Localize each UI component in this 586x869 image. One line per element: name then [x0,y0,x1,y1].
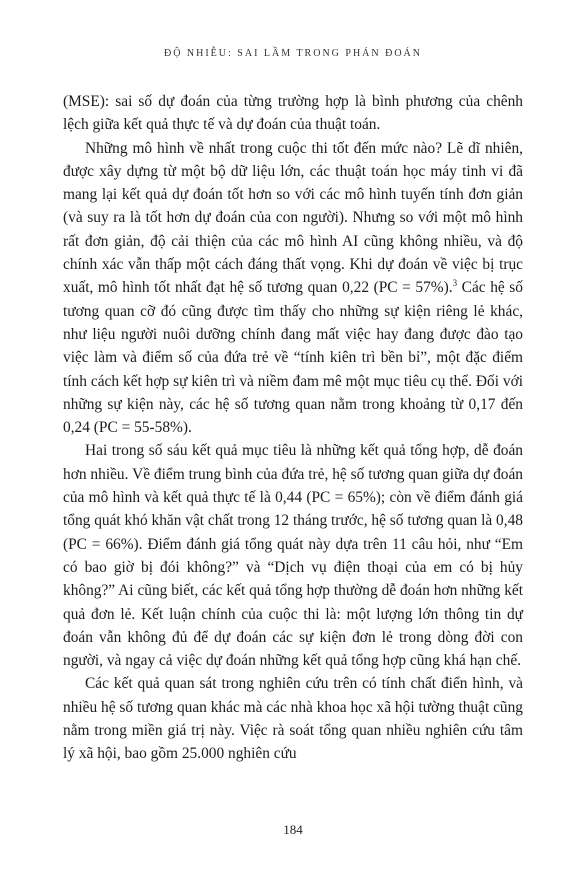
body-text [63,90,523,766]
paragraph-1: (MSE): sai số dự đoán của từng trường hợp là bình phương của chênh lệch giữa kết quả thực tế và dự đoán của thuật toán. [63,93,523,134]
running-header: ĐỘ NHIỄU: SAI LẦM TRONG PHÁN ĐOÁN [163,48,423,59]
paragraph-2-text-b: Các hệ số tương quan cỡ đó cũng được tìm thấy cho những sự kiện riêng lẻ khác, như liệu người nuôi dưỡng chính đang mất việc hay đang được đào tạo việc làm và điểm số của đứa trẻ về “tính kiên trì bền bỉ”, một đặc điểm tính cách kết hợp sự kiên trì và niềm đam mê một mục tiêu cụ thể. Đối với những sự kiện này, các hệ số tương quan nằm trong khoảng từ 0,17 đến 0,24 (PC = 55-58%). [63,279,523,437]
paragraph-2 [63,137,523,440]
page-number: 184 [283,822,303,837]
paragraph-2-text-a: Những mô hình về nhất trong cuộc thi tốt đến mức nào? Lẽ dĩ nhiên, được xây dựng từ một bộ dữ liệu lớn, các thuật toán học máy tinh vi đã mang lại kết quả dự đoán tốt hơn so với các mô hình tuyến tính đơn giản (và suy ra là tốt hơn dự đoán của con người). Nhưng so với một mô hình rất đơn giản, độ cải thiện của các mô hình AI cũng không nhiều, và độ chính xác vẫn thấp một cách đáng thất vọng. Khi dự đoán về việc bị trục xuất, mô hình tốt nhất đạt hệ số tương quan 0,22 (PC = 57%). [63,139,523,297]
paragraph-3: Hai trong số sáu kết quả mục tiêu là những kết quả tổng hợp, dễ đoán hơn nhiều. Về điểm trung bình của đứa trẻ, hệ số tương quan giữa dự đoán của mô hình và kết quả thực tế là 0,44 (PC = 65%); còn về điểm đánh giá tổng quát khó khăn vật chất trong 12 tháng trước, hệ số tương quan là 0,48 (PC = 66%). Điểm đánh giá tổng quát này dựa trên 11 câu hỏi, như “Em có bao giờ bị đói không?” và “Dịch vụ điện thoại của em có bị hủy không?” Ai cũng biết, các kết quả tổng hợp thường dễ đoán hơn những kết quả đơn lẻ. Kết luận chính của cuộc thi là: một lượng lớn thông tin dự đoán vẫn không đủ để dự đoán các sự kiện đơn lẻ trong dòng đời con người, và ngay cả việc dự đoán những kết quả tổng hợp cũng khá hạn chế. [63,442,523,670]
footnote-marker: 3 [452,278,458,289]
paragraph-4: Các kết quả quan sát trong nghiên cứu trên có tính chất điển hình, và nhiều hệ số tương quan khác mà các nhà khoa học xã hội tường thuật cũng nằm trong miền giá trị này. Việc rà soát tổng quan nhiều nghiên cứu tâm lý xã hội, bao gồm 25.000 nghiên cứu [63,675,523,763]
